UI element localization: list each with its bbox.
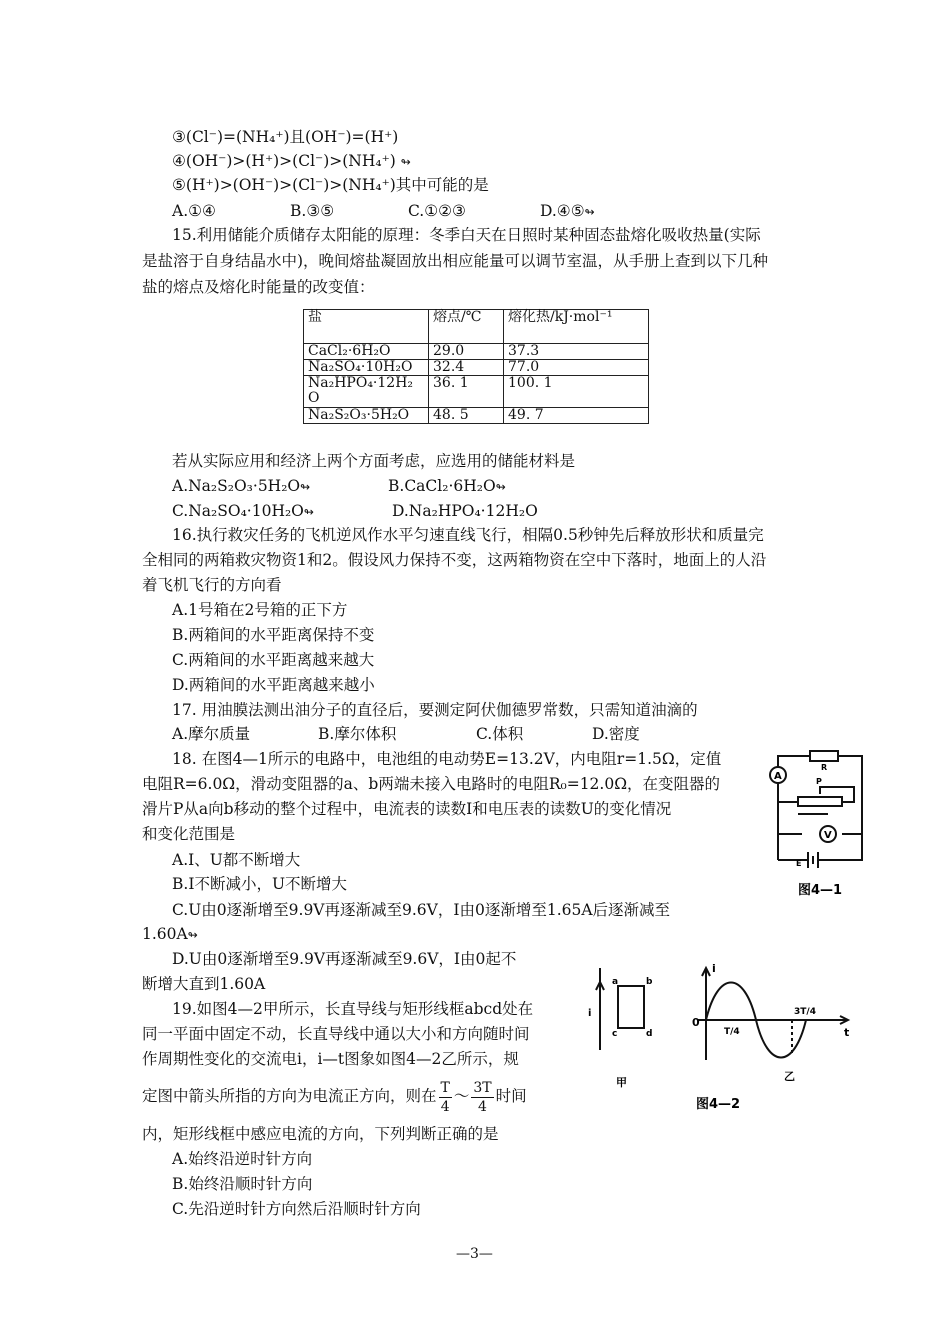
fraction-t-over-4 (439, 1079, 452, 1116)
axis-i-label: i (712, 962, 716, 975)
q16-choice-d: D.两箱间的水平距离越来越小 (172, 676, 375, 694)
q15-choice-b (388, 476, 506, 497)
table-cell: 77.0 (504, 360, 649, 376)
q18-option-c-line-2 (142, 924, 198, 945)
fraction-denominator: 4 (478, 1098, 487, 1115)
q18-line-1: 18. 在图4—1所示的电路中，电池组的电动势E=13.2V，内电阻r=1.5Ω，定值 (172, 750, 722, 768)
wire-current-label: i (588, 1008, 592, 1019)
table-cell: Na₂S₂O₃·5H₂O (304, 408, 429, 424)
q15-choice-d: D.Na₂HPO₄·12H₂O (392, 502, 538, 520)
tick-t4-label: T/4 (724, 1027, 740, 1037)
q16-choice-b: B.两箱间的水平距离保持不变 (172, 626, 375, 644)
table-cell: 49. 7 (504, 408, 649, 424)
q18-option-d-line-2: 断增大直到1.60A (142, 975, 266, 993)
mark-icon: ↬ (584, 205, 595, 219)
q17-choice-c: C.体积 (476, 725, 524, 743)
q18-option-a: A.I、U都不断增大 (172, 851, 301, 869)
figure-4-1-caption: 图4—1 (798, 883, 843, 898)
mark-icon: ↬ (303, 505, 314, 519)
q17-choice-a: A.摩尔质量 (172, 725, 251, 743)
q19-line-4-end: 时间 (495, 1087, 527, 1105)
q19-choice-b: B.始终沿顺时针方向 (172, 1175, 313, 1193)
table-header-cell: 熔点/℃ (429, 310, 504, 344)
q18-line-3: 滑片P从a向b移动的整个过程中，电流表的读数I和电压表的读数U的变化情况 (142, 800, 672, 818)
table-cell: 48. 5 (429, 408, 504, 424)
ammeter-label: A (774, 771, 782, 782)
mark-icon: ↬ (495, 480, 506, 494)
q18-option-c-line-1: C.U由0逐渐增至9.9V再逐渐减至9.6V，I由0逐渐增至1.65A后逐渐减至 (172, 901, 671, 919)
q15-choice-c (172, 501, 314, 522)
battery-label: E (796, 859, 802, 868)
q18-line-4: 和变化范围是 (142, 825, 236, 843)
table-cell: 32.4 (429, 360, 504, 376)
q14-option-5: ⑤(H⁺)>(OH⁻)>(Cl⁻)>(NH₄⁺)其中可能的是 (172, 176, 489, 194)
table-header-cell: 盐 (304, 310, 429, 344)
q17-line-1: 17. 用油膜法测出油分子的直径后，要测定阿伏伽德罗常数，只需知道油滴的 (172, 701, 698, 719)
q15-choice-a-text: A.Na₂S₂O₃·5H₂O (172, 477, 301, 495)
origin-label: 0 (692, 1016, 700, 1029)
q16-choice-a: A.1号箱在2号箱的正下方 (172, 601, 348, 619)
table-cell: 36. 1 (429, 376, 504, 408)
table-cell: 100. 1 (504, 376, 649, 408)
q17-choice-b: B.摩尔体积 (318, 725, 397, 743)
fraction-numerator: T (440, 1079, 450, 1096)
q14-choice-d-text: D.④⑤ (540, 202, 585, 220)
q17-choice-d: D.密度 (592, 725, 640, 743)
table-header-row (304, 310, 649, 344)
page-number: —3— (456, 1246, 493, 1262)
table-cell: CaCl₂·6H₂O (304, 344, 429, 360)
table-row (304, 360, 649, 376)
table-header-cell: 熔化热/kJ·mol⁻¹ (504, 310, 649, 344)
corner-a-label: a (612, 977, 619, 987)
q15-line-2: 是盐溶于自身结晶水中)，晚间熔盐凝固放出相应能量可以调节室温，从手册上查到以下几种 (142, 252, 769, 270)
table-row (304, 376, 649, 408)
figure-4-2-caption: 图4—2 (696, 1097, 741, 1112)
q18-option-d-line-1: D.U由0逐渐增至9.9V再逐渐减至9.6V，I由0起不 (172, 950, 517, 968)
q19-line-3: 作周期性变化的交流电i，i—t图象如图4—2乙所示，规 (142, 1050, 519, 1068)
table-cell: Na₂SO₄·10H₂O (304, 360, 429, 376)
table-cell: 29.0 (429, 344, 504, 360)
corner-b-label: b (646, 977, 653, 987)
figure-yi-label: 乙 (784, 1070, 795, 1083)
voltmeter-label: V (824, 830, 832, 841)
q18-line-2: 电阻R=6.0Ω，滑动变阻器的a、b两端未接入电路时的电阻R₀=12.0Ω，在变阻器的 (142, 775, 721, 793)
q19-choice-a: A.始终沿逆时针方向 (172, 1150, 313, 1168)
slider-label: P (816, 777, 822, 786)
mark-icon: ↬ (400, 155, 411, 169)
q16-choice-c: C.两箱间的水平距离越来越大 (172, 651, 375, 669)
fraction-3t-over-4 (471, 1079, 493, 1116)
q16-line-3: 着飞机飞行的方向看 (142, 576, 282, 594)
fraction-denominator: 4 (440, 1098, 450, 1115)
figure-4-2 (586, 960, 862, 1120)
figure-jia-label: 甲 (616, 1076, 627, 1089)
table-cell: 37.3 (504, 344, 649, 360)
q19-choice-c: C.先沿逆时针方向然后沿顺时针方向 (172, 1200, 421, 1218)
table-row (304, 408, 649, 424)
q15-line-1: 15.利用储能介质储存太阳能的原理：冬季白天在日照时某种固态盐熔化吸收热量(实际 (172, 226, 761, 244)
q18-option-b: B.I不断减小，U不断增大 (172, 875, 348, 893)
tilde-symbol: ～ (453, 1087, 470, 1105)
q15-line-3: 盐的熔点及熔化时能量的改变值： (142, 278, 375, 296)
q19-line-5: 内，矩形线框中感应电流的方向，下列判断正确的是 (142, 1125, 499, 1143)
q15-choice-a (172, 476, 310, 497)
q16-line-1: 16.执行救灾任务的飞机逆风作水平匀速直线飞行，相隔0.5秒钟先后释放形状和质量完 (172, 526, 764, 544)
q14-choice-d (540, 201, 595, 222)
salt-table (303, 309, 649, 424)
figure-4-1-circuit (768, 742, 872, 902)
q19-line-4 (142, 1076, 527, 1116)
q14-choice-a: A.①④ (172, 202, 216, 220)
table-row (304, 344, 649, 360)
resistor-label: R (821, 763, 828, 772)
mark-icon: ↬ (300, 480, 311, 494)
q19-line-2: 同一平面中固定不动，长直导线中通以大小和方向随时间 (142, 1025, 530, 1043)
axis-t-label: t (844, 1026, 850, 1039)
corner-d-label: d (646, 1029, 653, 1039)
corner-c-label: c (612, 1029, 618, 1039)
q14-choice-b: B.③⑤ (290, 202, 335, 220)
q14-option-4-text: ④(OH⁻)>(H⁺)>(Cl⁻)>(NH₄⁺) (172, 152, 396, 170)
q16-line-2: 全相同的两箱救灾物资1和2。假设风力保持不变，这两箱物资在空中下落时，地面上的人沿 (142, 551, 767, 569)
q19-line-4-text: 定图中箭头所指的方向为电流正方向，则在 (142, 1087, 437, 1105)
fraction-numerator: 3T (473, 1079, 492, 1096)
mark-icon: ↬ (187, 928, 198, 942)
tick-3t4-label: 3T/4 (794, 1007, 816, 1017)
q19-line-1: 19.如图4—2甲所示，长直导线与矩形线框abcd处在 (172, 1000, 534, 1018)
q15-question: 若从实际应用和经济上两个方面考虑，应选用的储能材料是 (172, 452, 576, 470)
q15-choice-c-text: C.Na₂SO₄·10H₂O (172, 502, 304, 520)
q18-option-c-line-2-text: 1.60A (142, 925, 188, 943)
q14-choice-c: C.①②③ (408, 202, 466, 220)
q15-choice-b-text: B.CaCl₂·6H₂O (388, 477, 496, 495)
q14-option-3: ③(Cl⁻)=(NH₄⁺)且(OH⁻)=(H⁺) (172, 128, 399, 146)
table-cell: Na₂HPO₄·12H₂O (304, 376, 429, 408)
q14-option-4 (172, 151, 411, 172)
